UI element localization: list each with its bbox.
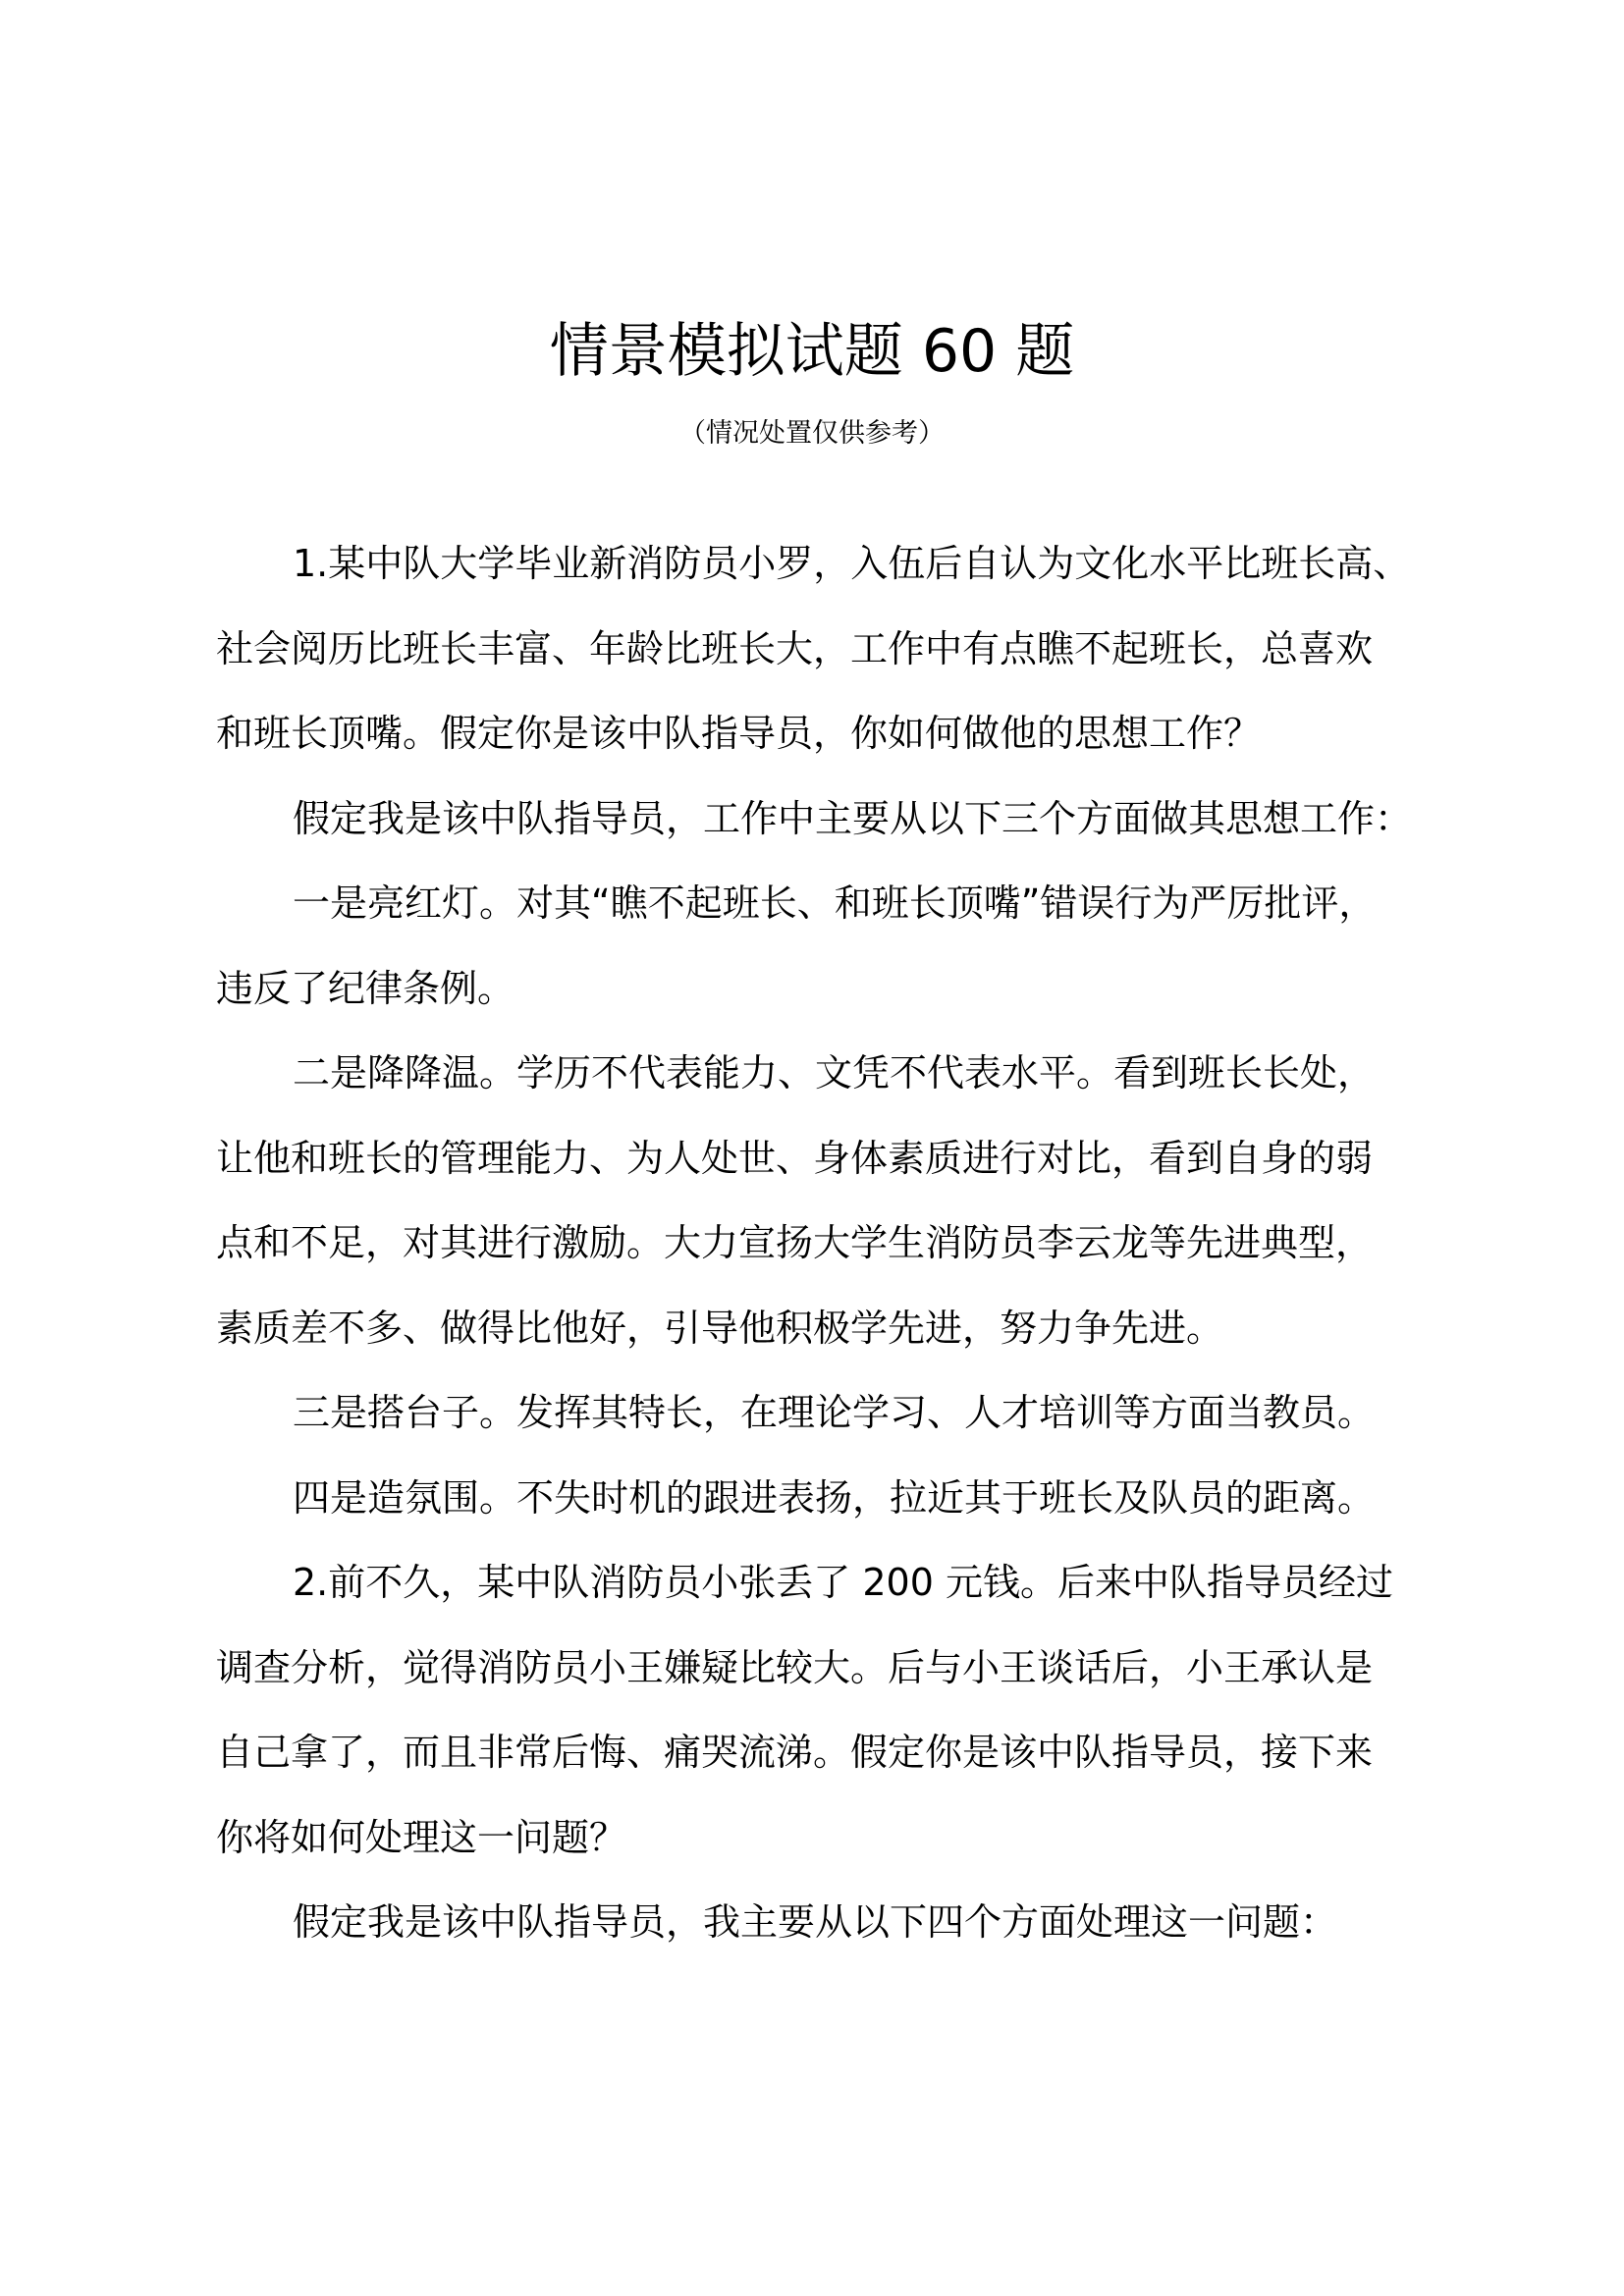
text-line: 二是降降温。学历不代表能力、文凭不代表水平。看到班长长处， xyxy=(293,1051,1376,1095)
text-line: 违反了纪律条例。 xyxy=(216,966,515,1010)
text-line: 三是搭台子。发挥其特长，在理论学习、人才培训等方面当教员。 xyxy=(293,1391,1376,1434)
text-line: 四是造氛围。不失时机的跟进表扬，拉近其于班长及队员的距离。 xyxy=(293,1475,1376,1520)
text-line: 自己拿了，而且非常后悔、痛哭流涕。假定你是该中队指导员，接下来 xyxy=(216,1731,1374,1774)
text-line: 你将如何处理这一问题？ xyxy=(216,1815,627,1859)
text-line: 假定我是该中队指导员，我主要从以下四个方面处理这一问题： xyxy=(293,1900,1338,1944)
text-line: 素质差不多、做得比他好，引导他积极学先进，努力争先进。 xyxy=(216,1306,1224,1350)
text-line: 假定我是该中队指导员，工作中主要从以下三个方面做其思想工作： xyxy=(293,796,1413,840)
text-line: 让他和班长的管理能力、为人处世、身体素质进行对比，看到自身的弱 xyxy=(216,1136,1374,1180)
document-title: 情景模拟试题 60 题 xyxy=(549,317,1075,386)
document-body xyxy=(216,521,1453,1965)
text-line: 2.前不久，某中队消防员小张丢了 200 元钱。后来中队指导员经过 xyxy=(293,1561,1393,1604)
text-line: 一是亮红灯。对其“瞧不起班长、和班长顶嘴”错误行为严厉批评， xyxy=(293,881,1377,925)
document-subtitle: （情况处置仅供参考） xyxy=(679,418,945,449)
text-line: 1.某中队大学毕业新消防员小罗，入伍后自认为文化水平比班长高、 xyxy=(293,542,1411,585)
text-line: 和班长顶嘴。假定你是该中队指导员，你如何做他的思想工作？ xyxy=(216,712,1262,755)
text-line: 点和不足，对其进行激励。大力宣扬大学生消防员李云龙等先进典型， xyxy=(216,1221,1374,1264)
text-line: 社会阅历比班长丰富、年龄比班长大，工作中有点瞧不起班长，总喜欢 xyxy=(216,626,1374,670)
text-line: 调查分析，觉得消防员小王嫌疑比较大。后与小王谈话后，小王承认是 xyxy=(216,1645,1374,1689)
